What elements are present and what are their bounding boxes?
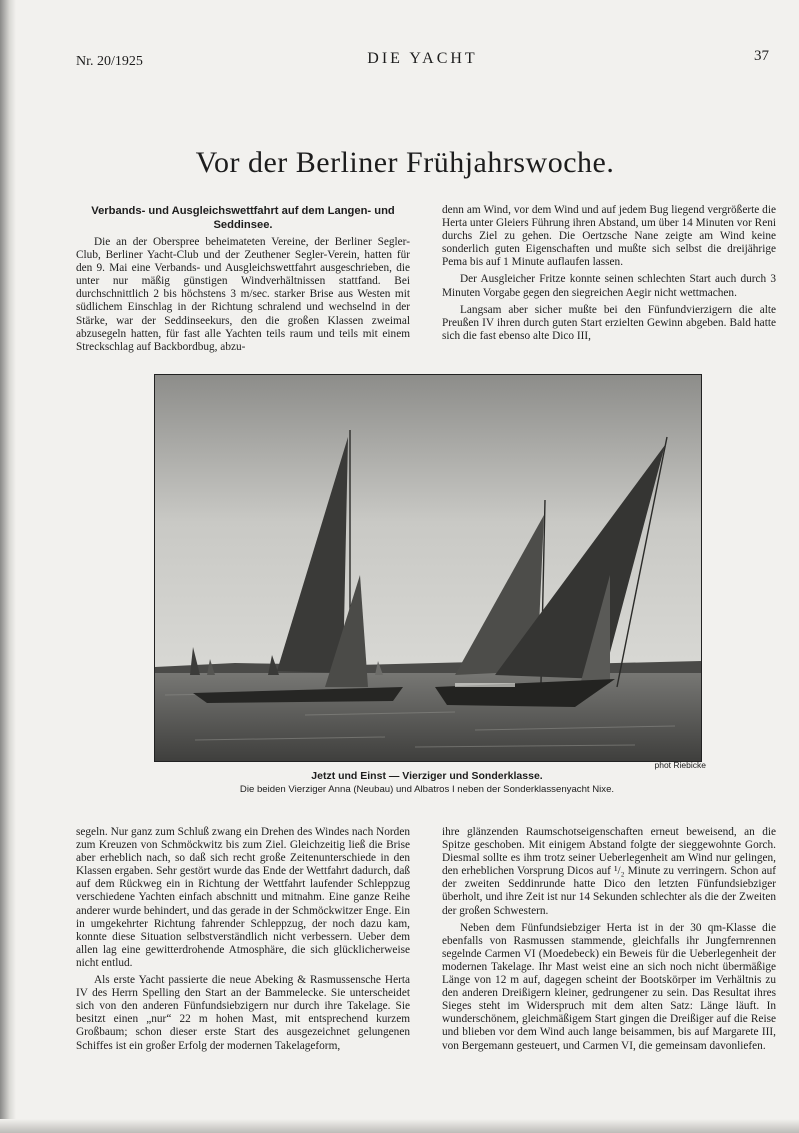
article-title: Vor der Berliner Frühjahrswoche. [195,146,615,179]
page-bottom-shadow [0,1119,799,1133]
paragraph: Als erste Yacht passierte die neue Abeking & Rasmussensche Herta IV des Herrn Spelling den Start an der Bammelecke. Sie unterscheidet sich von den anderen Fünfundsiebzigern nur durch ihre Takelage. Sie besitzt einen „nur“ 22 m hohen Mast, mit entsprechend kurzem Großbaum; schon dieser erste Start des ausgezeichnet gelungenen Schiffes ist ein großer Erfolg der modernen Takelageform, [76,974,410,1052]
photo-credit: phot Riebicke [654,760,706,770]
sailing-photo [154,374,702,762]
page-number: 37 [754,48,769,64]
caption-title: Jetzt und Einst — Vierziger und Sonderklasse. [311,770,543,782]
column-bottom-right [442,826,776,1053]
column-top-left [76,204,410,354]
paragraph: Die an der Oberspree beheimateten Vereine, der Berliner Segler-Club, Berliner Yacht-Club und der Zeuthener Segler-Verein, hatten für den 9. Mai eine Verbands- und Ausgleichswettfahrt ausgeschrieben, die unter nur mäßig günstigen Windverhältnissen stattfand. Bei durchschnittlich 2 bis höchstens 3 m/sec. starker Brise aus Westen mit südlichem Einschlag in der Richtung schralend und wechselnd in der Stärke, war der Seddinseekurs, den die großen Klassen zweimal abzusegeln hatten, für fast alle Yachten teils raum und teils mit einem Streckschlag auf Backbordbug, abzu- [76,236,410,353]
paragraph: Neben dem Fünfundsiebziger Herta ist in der 30 qm-Klasse die ebenfalls von Rasmussen stammende, gleichfalls ihr Jungfernrennen segelnde Carmen VI (Moedebeck) ein Beweis für die Ueberlegenheit der modernen Takelage. Ihr Mast weist eine an sich noch nicht übermäßige Länge von 12 m auf, dagegen scheint der Bootskörper im Verhältnis zu den anderen Dreißigern kleiner, gedrungener zu sein. Das Resultat ihres Sieges steht im Widerspruch mit dem alten Satz: Länge läuft. In wunderschönem, gleichmäßigem Start gingen die Dreißiger auf die Reise und blieben vor dem Wind auch lange beisammen, bis auf Margarete III, von Bergemann gesteuert, und Carmen VI, die gemeinsam davonliefen. [442,921,776,1052]
caption-text: Die beiden Vierziger Anna (Neubau) und Albatros I neben der Sonderklassenyacht Nixe. [239,784,615,795]
section-heading: Verbands- und Ausgleichswettfahrt auf dem Langen- und Seddinsee. [91,205,395,231]
sailboats-image [155,375,701,761]
journal-title: DIE YACHT [367,50,478,67]
page-binding-shadow [0,0,16,1133]
paragraph: Langsam aber sicher mußte bei den Fünfundvierzigern die alte Preußen IV ihren durch guten Start erzielten Gewinn abgeben. Bald hatte sich die fast ebenso alte Dico III, [442,303,776,342]
paragraph: Der Ausgleicher Fritze konnte seinen schlechten Start auch durch 3 Minuten Vorgabe gegen den siegreichen Aegir nicht wettmachen. [442,273,776,299]
paragraph: ihre glänzenden Raumschotseigenschaften erneut beweisend, an die Spitze geschoben. Mit einigem Abstand folgte der sieggewohnte Gorch. Diesmal sollte es ihm trotz seiner Ueberlegenheit am Wind nur gelingen, den erheblichen Vorsprung Dicos auf ¹/₂ Minute zu verringern. Schon auf der zweiten Seddinrunde hatte Dico den letzten Fünfundsiebziger überholt, und ihre Zeit ist nur 14 Sekunden schlechter als die der Zweiten der großen Schwestern. [442,826,776,917]
paragraph: denn am Wind, vor dem Wind und auf jedem Bug liegend vergrößerte die Herta unter Gleiers Führung ihren Abstand, um über 14 Minuten vor Reni durchs Ziel zu gehen. Die Oertzsche Nane zeigte am Wind keine sonderlich guten Eigenschaften und mußte sich selbst die dreijährige Pema bis auf 1 Minute auflaufen lassen. [442,204,776,269]
running-header [70,48,775,72]
column-bottom-left [76,826,410,1053]
column-top-right [442,204,776,343]
issue-number: Nr. 20/1925 [76,54,143,69]
paragraph: segeln. Nur ganz zum Schluß zwang ein Drehen des Windes nach Norden zum Kreuzen von Schmöckwitz bis zum Ziel. Gleichzeitig ließ die Brise aber erheblich nach, so daß sich recht große Zeitenunterschiede in den Klassen ergaben. Sehr gestört wurde das Ende der Wettfahrt dadurch, daß auf dem Rückweg ein in Richtung der Wettfahrt laufender Schleppzug verschiedene Yachten einfach abschnitt und mitnahm. Eine ganze Reihe anderer wurde behindert, und das gerade in der Schmöckwitzer Enge. Ein in umgekehrter Richtung fahrender Schleppzug, der noch dazu kam, konnte diese Situation selbstverständlich nicht verbessern. Ueber dem allen lag eine gewitterdrohende Atmosphäre, die sich glücklicherweise nicht entlud. [76,826,410,969]
